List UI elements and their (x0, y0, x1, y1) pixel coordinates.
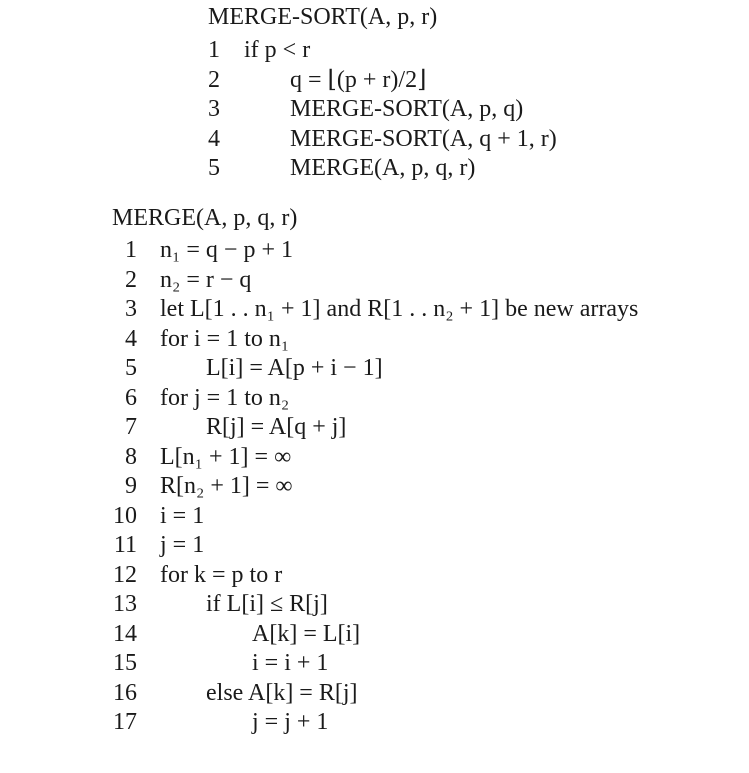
code-text: for k = p to r (160, 561, 283, 588)
line-number: 6 (125, 384, 137, 411)
code-text: let L[1 . . n₁ + 1] and R[1 . . n₂ + 1] be new arrays (160, 296, 639, 322)
code-text: for j = 1 to n₂ (160, 384, 290, 411)
code-text: q = ⌊(p + r)/2⌋ (290, 66, 427, 93)
code-text: A[k] = L[i] (252, 620, 361, 647)
merge-sort-title: MERGE-SORT(A, p, r) (208, 4, 438, 30)
code-line (112, 384, 297, 414)
line-number: 14 (113, 620, 137, 647)
code-text: for i = 1 to n₁ (160, 325, 290, 352)
line-number: 16 (113, 679, 137, 706)
code-text: MERGE-SORT(A, p, q) (290, 96, 524, 123)
line-number: 3 (208, 96, 220, 123)
code-text: MERGE-SORT(A, q + 1, r) (290, 125, 557, 152)
code-line (112, 708, 329, 738)
line-number: 9 (125, 473, 137, 499)
merge-title: MERGE(A, p, q, r) (112, 205, 298, 231)
code-line (112, 502, 297, 532)
line-number: 4 (208, 125, 220, 152)
code-text: L[n₁ + 1] = ∞ (160, 443, 292, 470)
code-line (112, 354, 383, 384)
code-text: MERGE(A, p, q, r) (290, 155, 476, 182)
code-line (112, 561, 297, 591)
code-text: n₁ = q − p + 1 (160, 237, 293, 263)
line-number: 4 (125, 325, 137, 352)
code-line (112, 620, 361, 650)
code-line (112, 679, 358, 709)
code-line (112, 531, 297, 561)
line-number: 1 (125, 237, 137, 263)
line-number: 7 (125, 414, 137, 440)
code-text: j = 1 (160, 532, 205, 558)
line-number: 3 (125, 296, 137, 322)
code-text: if L[i] ≤ R[j] (206, 591, 328, 617)
code-text: j = j + 1 (252, 709, 329, 735)
line-number: 15 (113, 650, 137, 676)
code-text: if p < r (244, 37, 311, 63)
line-number: 5 (208, 155, 220, 182)
line-number: 12 (113, 561, 137, 588)
code-line (112, 325, 297, 355)
code-line (112, 413, 347, 443)
code-line (208, 154, 476, 184)
code-line (208, 95, 524, 125)
line-number: 8 (125, 443, 137, 470)
code-line (112, 266, 297, 296)
code-line (112, 443, 297, 473)
code-line (112, 649, 329, 679)
merge-procedure (112, 203, 639, 738)
line-number: 10 (113, 502, 137, 529)
code-text: L[i] = A[p + i − 1] (206, 355, 383, 381)
line-number: 2 (208, 66, 220, 93)
code-text: R[n₂ + 1] = ∞ (160, 473, 293, 499)
line-number: 11 (113, 532, 137, 558)
code-text: n₂ = r − q (160, 266, 252, 293)
code-line (112, 590, 328, 620)
code-line (208, 36, 437, 66)
code-line (112, 236, 297, 266)
code-line (208, 66, 437, 96)
line-number: 5 (125, 355, 137, 381)
merge-sort-procedure (208, 2, 557, 184)
line-number: 2 (125, 266, 137, 293)
code-text: i = 1 (160, 502, 205, 529)
code-line (208, 125, 557, 155)
code-text: R[j] = A[q + j] (206, 414, 347, 440)
line-number: 17 (113, 709, 137, 735)
code-text: else A[k] = R[j] (206, 679, 358, 706)
code-line (112, 472, 297, 502)
code-text: i = i + 1 (252, 650, 329, 676)
line-number: 13 (113, 591, 137, 617)
code-line (112, 295, 639, 325)
line-number: 1 (208, 37, 220, 63)
